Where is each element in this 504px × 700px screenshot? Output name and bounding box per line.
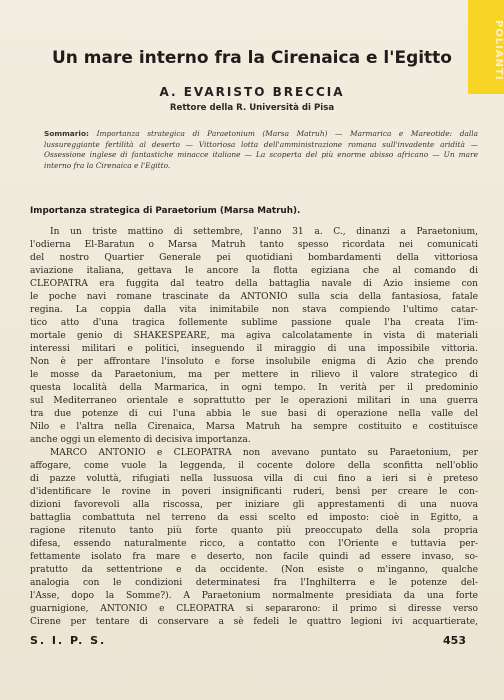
- article-title: Un mare interno fra la Cirenaica e l'Egitto: [51, 48, 452, 68]
- body-line: tico atto d'una tragica follemente sublime passione quale l'ha creata l'im-: [30, 318, 478, 328]
- section-heading: Importanza strategica di Paraetorium (Marsa Matruh).: [30, 206, 301, 216]
- body-line: mortale genio di SHAKESPEARE, ma agiva calcolatamente in vista di materiali: [30, 331, 478, 341]
- body-text: [30, 226, 478, 629]
- page-number: 453: [443, 634, 466, 647]
- body-line: Cirene per tentare di conservare a sè fedeli le quattro legioni ivi acquartierate,: [30, 617, 478, 627]
- body-line: d'identificare le rovine in poveri insignificanti ruderi, bensì per creare le con-: [30, 487, 478, 497]
- body-line: sul Mediterraneo orientale e soprattutto per le operazioni militari in una guerra: [30, 396, 478, 406]
- body-line: aviazione italiana, gettava le ancore la flotta egiziana che al comando di: [30, 266, 478, 276]
- body-line: MARCO ANTONIO e CLEOPATRA non avevano puntato su Paraetonium, per: [50, 448, 478, 458]
- body-line: regina. La coppia dalla vita inimitabile non stava compiendo l'ultimo catar-: [30, 305, 478, 315]
- body-line: pratutto da settentrione e da occidente. (Non esiste o m'inganno, qualche: [30, 565, 478, 575]
- author-name: A. EVARISTO BRECCIA: [159, 85, 345, 99]
- body-line: CLEOPATRA era fuggita dal teatro della battaglia navale di Azio insieme con: [30, 279, 478, 289]
- body-line: interessi militari e politici, inseguendo il miraggio di una impossibile vittoria.: [30, 344, 478, 354]
- body-line: Nilo e l'altra nella Cirenaica, Marsa Matruh ha sempre costituito e costituisce: [30, 422, 478, 432]
- body-line: le poche navi romane trascinate da ANTONIO sulla scia della fantasiosa, fatale: [30, 292, 478, 302]
- corner-stamp-label: POLIANTI: [468, 0, 504, 94]
- body-line: Non è per affrontare l'insoluto e forse insolubile enigma di Azio che prendo: [30, 357, 478, 367]
- body-line: l'odierna El-Baratun o Marsa Matruh tanto spesso ricordata nei comunicati: [30, 240, 478, 250]
- body-line: del nostro Quartier Generale pei quotidiani bombardamenti della vittoriosa: [30, 253, 478, 263]
- body-line: In un triste mattino di settembre, l'anno 31 a. C., dinanzi a Paraetonium,: [50, 227, 478, 237]
- body-line: dizioni favorevoli alla riscossa, per iniziare gli apprestamenti di una nuova: [30, 500, 478, 510]
- author-affiliation: Rettore della R. Università di Pisa: [169, 103, 335, 113]
- body-line: anche oggi un elemento di decisiva importanza.: [30, 435, 251, 445]
- summary-text: Importanza strategica di Paraetonium (Marsa Matruh) — Marmarica e Mareotide: dalla lussureggiante fertilità al deserto — Vittoriosa lotta dell'amministrazione romana sull'invadente aridità — Ossessione inglese di fantastiche minacce italiane — La scoperta del più enorme abisso africano — Un mare interno fra la Cirenaica e l'Egitto.: [44, 129, 478, 170]
- body-line: fettamente isolato fra mare e deserto, non facile quindi ad essere invaso, so-: [30, 552, 478, 562]
- publisher-mark: S. I. P. S.: [30, 634, 107, 647]
- body-line: ragione ritenuto tanto più forte quanto più preoccupato della sola propria: [30, 526, 478, 536]
- body-line: difesa, essendo naturalmente ricco, a contatto con l'Oriente e tuttavia per-: [30, 539, 478, 549]
- body-line: l'Asse, dopo la Somme?). A Paraetonium normalmente presidiata da una forte: [30, 591, 478, 601]
- body-line: tra due potenze di cui l'una abbia le sue basi di operazione nella valle del: [30, 409, 478, 419]
- body-line: questa località della Marmarica, in ogni tempo. In verità per il predominio: [30, 383, 478, 393]
- body-line: battaglia combattuta nel terreno da essi scelto ed imposto: cioè in Egitto, a: [30, 513, 478, 523]
- body-line: analogia con le condizioni determinatesi fra l'Inghilterra e le potenze del-: [30, 578, 478, 588]
- summary-label: Sommario:: [44, 129, 90, 138]
- summary-paragraph: [44, 129, 478, 171]
- body-line: le mosse da Paraetonium, ma per mettere in rilievo il valore strategico di: [30, 370, 478, 380]
- body-line: di pazze voluttà, rifugiati nella lussuosa villa di cui fino a ieri si è preteso: [30, 474, 478, 484]
- body-line: affogare, come vuole la leggenda, il cocente dolore della sconfitta nell'oblio: [30, 461, 478, 471]
- body-line: guarnigione, ANTONIO e CLEOPATRA si separarono: il primo si diresse verso: [30, 604, 478, 614]
